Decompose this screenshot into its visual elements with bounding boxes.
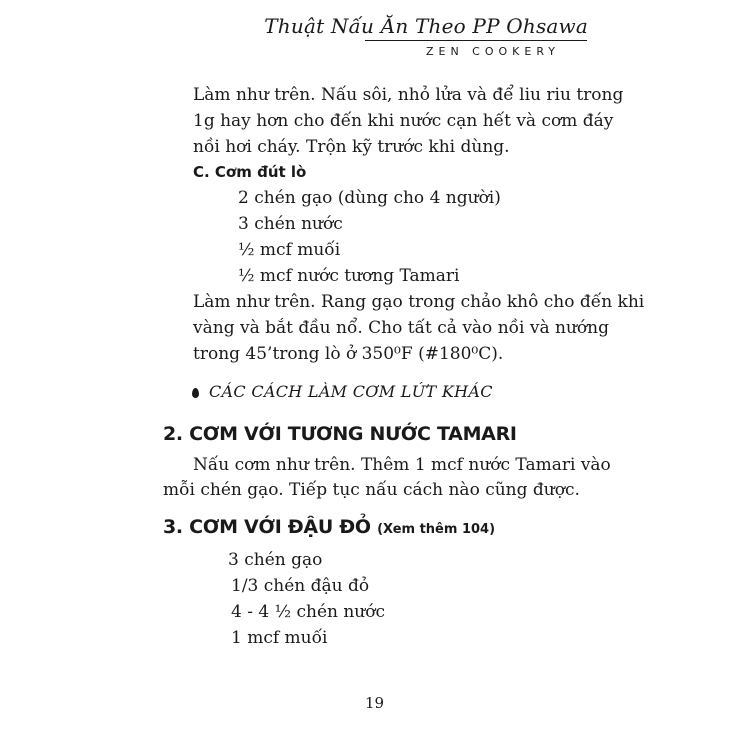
section-2-line: mỗi chén gạo. Tiếp tục nấu cách nào cũng được. <box>163 480 580 500</box>
header-subtitle: ZEN COOKERY <box>425 45 560 58</box>
method-line: Làm như trên. Rang gạo trong chảo khô cho đến khi <box>193 292 645 312</box>
header-title: Thuật Nấu Ăn Theo PP Ohsawa <box>264 14 588 38</box>
ingredient-item: ½ mcf muối <box>238 240 341 260</box>
ingredient-item: 1 mcf muối <box>231 628 328 648</box>
ingredient-item: 4 - 4 ½ chén nước <box>231 602 386 622</box>
method-line: trong 45’trong lò ở 350⁰F (#180⁰C). <box>193 344 504 364</box>
section-2-line: Nấu cơm như trên. Thêm 1 mcf nước Tamari vào <box>193 455 611 475</box>
other-methods-heading <box>192 382 493 401</box>
section-3-reference: (Xem thêm 104) <box>377 522 496 537</box>
bullet-icon <box>192 388 199 398</box>
intro-line: 1g hay hơn cho đến khi nước cạn hết và cơm đáy <box>193 111 614 131</box>
ingredient-item: ½ mcf nước tương Tamari <box>238 266 460 286</box>
ingredient-item: 2 chén gạo (dùng cho 4 người) <box>238 188 501 208</box>
header-rule <box>365 40 587 41</box>
section-3-heading-text: 3. CƠM VỚI ĐẬU ĐỎ <box>163 516 371 538</box>
section-3-heading <box>163 516 495 538</box>
method-line: vàng và bắt đầu nổ. Cho tất cả vào nồi và nướng <box>193 318 609 338</box>
ingredient-item: 1/3 chén đậu đỏ <box>231 576 370 596</box>
intro-line: Làm như trên. Nấu sôi, nhỏ lửa và để liu riu trong <box>193 85 624 105</box>
page-number: 19 <box>365 694 385 712</box>
section-2-heading: 2. CƠM VỚI TƯƠNG NƯỚC TAMARI <box>163 423 517 445</box>
intro-line: nồi hơi cháy. Trộn kỹ trước khi dùng. <box>193 137 510 157</box>
ingredient-item: 3 chén gạo <box>228 550 323 570</box>
other-methods-heading-text: CÁC CÁCH LÀM CƠM LỨT KHÁC <box>209 382 493 401</box>
ingredient-item: 3 chén nước <box>238 214 343 234</box>
section-c-heading: C. Cơm đút lò <box>193 163 307 181</box>
